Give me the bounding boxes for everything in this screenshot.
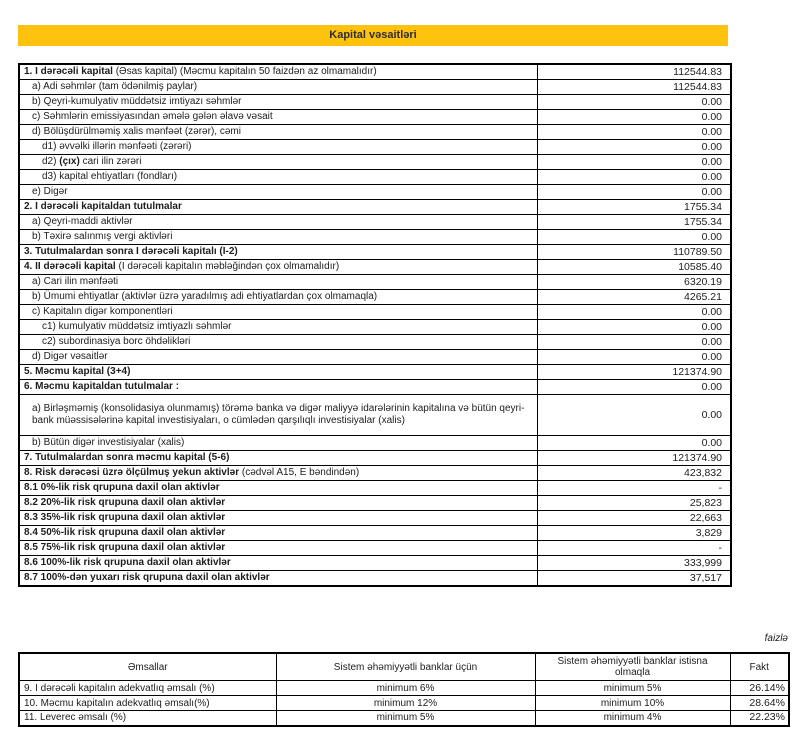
capital-row <box>19 395 731 436</box>
capital-row-value: 0.00 <box>537 185 731 200</box>
capital-row <box>19 466 731 481</box>
capital-row <box>19 245 731 260</box>
capital-label-segment: 8.6 100%-lik risk qrupuna daxil olan aktivlər <box>24 557 231 568</box>
capital-row-value: 0.00 <box>537 436 731 451</box>
capital-row-value: - <box>537 481 731 496</box>
capital-label-segment: c) Kapitalın digər komponentləri <box>32 306 173 317</box>
capital-label-segment: c2) subordinasiya borc öhdəlikləri <box>42 336 191 347</box>
capital-label-segment: b) Qeyri-kumulyativ müddətsiz imtiyazı səhmlər <box>32 96 242 107</box>
ratios-table <box>18 652 790 727</box>
capital-row-label <box>19 170 537 185</box>
capital-row <box>19 170 731 185</box>
capital-row-label <box>19 95 537 110</box>
capital-row-label <box>19 140 537 155</box>
ratios-header-cell: Əmsallar <box>19 653 276 681</box>
ratio-nonsys-banks-cell: minimum 5% <box>535 681 730 696</box>
ratio-label-cell: 9. I dərəcəli kapitalın adekvatlıq əmsalı (%) <box>19 681 276 696</box>
capital-row <box>19 556 731 571</box>
capital-row <box>19 541 731 556</box>
capital-row-value: 333,999 <box>537 556 731 571</box>
capital-label-segment: 8.2 20%-lik risk qrupuna daxil olan aktivlər <box>24 497 226 508</box>
capital-row <box>19 260 731 275</box>
capital-row-value: 0.00 <box>537 155 731 170</box>
capital-row-label <box>19 335 537 350</box>
capital-row-label <box>19 110 537 125</box>
capital-row-value: 112544.83 <box>537 80 731 95</box>
capital-row-value: 0.00 <box>537 395 731 436</box>
capital-row-label <box>19 275 537 290</box>
ratio-label-cell: 11. Leverec əmsalı (%) <box>19 711 276 726</box>
capital-row-label <box>19 245 537 260</box>
ratio-fact-cell: 22.23% <box>730 711 789 726</box>
capital-row-label <box>19 511 537 526</box>
ratios-row <box>19 696 789 711</box>
capital-row-value: 0.00 <box>537 335 731 350</box>
ratios-table-body <box>19 681 789 726</box>
capital-row <box>19 215 731 230</box>
capital-row <box>19 335 731 350</box>
capital-row-label <box>19 80 537 95</box>
ratio-nonsys-banks-cell: minimum 4% <box>535 711 730 726</box>
capital-row-label <box>19 571 537 587</box>
capital-label-segment: (Əsas kapital) (Məcmu kapitalın 50 faizdən az olmamalıdır) <box>112 66 377 77</box>
capital-row-value: 0.00 <box>537 170 731 185</box>
ratios-row <box>19 711 789 726</box>
capital-row-label <box>19 541 537 556</box>
capital-row-value: 37,517 <box>537 571 731 587</box>
capital-row <box>19 350 731 365</box>
capital-label-segment: a) Cari ilin mənfəəti <box>32 276 119 287</box>
capital-label-segment: 6. Məcmu kapitaldan tutulmalar : <box>24 381 180 392</box>
capital-row-value: 0.00 <box>537 125 731 140</box>
capital-label-segment: 8.3 35%-lik risk qrupuna daxil olan aktivlər <box>24 512 226 523</box>
capital-row <box>19 140 731 155</box>
ratios-header-cell: Fakt <box>730 653 789 681</box>
capital-row-value: 121374.90 <box>537 451 731 466</box>
capital-row-value: 0.00 <box>537 95 731 110</box>
capital-row-label <box>19 320 537 335</box>
capital-row-label <box>19 481 537 496</box>
capital-row <box>19 305 731 320</box>
capital-row-value: 1755.34 <box>537 215 731 230</box>
capital-row <box>19 185 731 200</box>
capital-row <box>19 526 731 541</box>
capital-row-label <box>19 260 537 275</box>
ratios-header-cell: Sistem əhəmiyyətli banklar üçün <box>276 653 535 681</box>
capital-row-label <box>19 230 537 245</box>
capital-row <box>19 365 731 380</box>
capital-row-value: 10585.40 <box>537 260 731 275</box>
capital-label-segment: b) Bütün digər investisiyalar (xalis) <box>32 437 185 448</box>
capital-row-value: 110789.50 <box>537 245 731 260</box>
capital-row-label <box>19 290 537 305</box>
capital-table-body <box>19 64 731 586</box>
capital-row <box>19 571 731 587</box>
capital-row-value: 6320.19 <box>537 275 731 290</box>
capital-row-label <box>19 305 537 320</box>
capital-label-segment: b) Təxirə salınmış vergi aktivləri <box>32 231 173 242</box>
capital-row-value: 0.00 <box>537 230 731 245</box>
capital-row <box>19 64 731 80</box>
capital-label-segment: 2. I dərəcəli kapitaldan tutulmalar <box>24 201 182 212</box>
capital-row-label <box>19 451 537 466</box>
capital-row-label <box>19 496 537 511</box>
capital-label-segment: 8. Risk dərəcəsi üzrə ölçülmuş yekun aktivlər <box>24 467 240 478</box>
capital-row-value: 0.00 <box>537 140 731 155</box>
capital-label-segment: 7. Tutulmalardan sonra məcmu kapital (5-6) <box>24 452 230 463</box>
capital-label-segment: 5. Məcmu kapital (3+4) <box>24 366 131 377</box>
capital-row-value: 22,663 <box>537 511 731 526</box>
capital-row-label <box>19 155 537 170</box>
capital-label-segment: d) Bölüşdürülməmiş xalis mənfəət (zərər), cəmi <box>32 126 241 137</box>
capital-label-segment: 8.4 50%-lik risk qrupuna daxil olan aktivlər <box>24 527 226 538</box>
capital-label-segment: 3. Tutulmalardan sonra I dərəcəli kapitalı (I-2) <box>24 246 238 257</box>
capital-row-label <box>19 556 537 571</box>
ratio-fact-cell: 26.14% <box>730 681 789 696</box>
capital-row-value: 0.00 <box>537 110 731 125</box>
capital-row-label <box>19 365 537 380</box>
capital-label-segment: 4. II dərəcəli kapital <box>24 261 116 272</box>
capital-label-segment: 8.5 75%-lik risk qrupuna daxil olan aktivlər <box>24 542 226 553</box>
capital-row-label <box>19 466 537 481</box>
capital-row <box>19 481 731 496</box>
ratio-sys-banks-cell: minimum 6% <box>276 681 535 696</box>
capital-table <box>18 63 732 587</box>
capital-label-segment: 8.1 0%-lik risk qrupuna daxil olan aktivlər <box>24 482 220 493</box>
capital-row-value: 0.00 <box>537 305 731 320</box>
capital-label-segment: cari ilin zərəri <box>79 156 142 167</box>
capital-row-label <box>19 185 537 200</box>
ratio-label-cell: 10. Məcmu kapitalın adekvatlıq əmsalı(%) <box>19 696 276 711</box>
capital-row-label <box>19 200 537 215</box>
capital-row-label <box>19 350 537 365</box>
ratio-sys-banks-cell: minimum 5% <box>276 711 535 726</box>
capital-label-segment: a) Adi səhmlər (tam ödənilmiş paylar) <box>32 81 198 92</box>
ratio-sys-banks-cell: minimum 12% <box>276 696 535 711</box>
capital-row <box>19 275 731 290</box>
capital-row <box>19 110 731 125</box>
capital-row <box>19 451 731 466</box>
capital-row <box>19 230 731 245</box>
capital-row-value: 0.00 <box>537 350 731 365</box>
capital-row <box>19 155 731 170</box>
ratio-nonsys-banks-cell: minimum 10% <box>535 696 730 711</box>
capital-row-value: 112544.83 <box>537 64 731 80</box>
capital-label-segment: (cədvəl A15, E bəndindən) <box>239 467 360 478</box>
capital-row <box>19 125 731 140</box>
capital-row-label <box>19 395 537 436</box>
capital-label-segment: d2) <box>42 156 60 167</box>
capital-row <box>19 290 731 305</box>
capital-row <box>19 95 731 110</box>
capital-label-segment: a) Qeyri-maddi aktivlər <box>32 216 133 227</box>
capital-row-label <box>19 64 537 80</box>
ratio-fact-cell: 28.64% <box>730 696 789 711</box>
capital-label-segment: b) Ümumi ehtiyatlar (aktivlər üzrə yaradılmış adi ehtiyatlardan çox olmamaqla) <box>32 291 378 302</box>
capital-label-segment: 1. I dərəcəli kapital <box>24 66 113 77</box>
capital-row <box>19 436 731 451</box>
capital-row-label <box>19 526 537 541</box>
capital-row-value: 3,829 <box>537 526 731 541</box>
capital-row-value: 121374.90 <box>537 365 731 380</box>
capital-label-segment: a) Birləşməmiş (konsolidasiya olunmamış) törəmə banka və digər maliyyə idarələrinin kapitalına və bütün qeyri-bank müəssisələrinə kapital investisiyaları, o cümlədən qarşılıqlı investisiyalar (xalis) <box>32 403 525 426</box>
capital-row <box>19 496 731 511</box>
capital-label-segment: c) Səhmlərin emissiyasından əmələ gələn əlavə vəsait <box>32 111 273 122</box>
capital-row-value: 1755.34 <box>537 200 731 215</box>
capital-row <box>19 80 731 95</box>
report-title-bar <box>18 25 728 46</box>
ratios-header-row <box>19 653 789 681</box>
capital-row-value: - <box>537 541 731 556</box>
capital-row-label <box>19 125 537 140</box>
unit-note: faizlə <box>764 633 788 644</box>
capital-row-label <box>19 380 537 395</box>
ratios-header-cell: Sistem əhəmiyyətli banklar istisna olmaqla <box>535 653 730 681</box>
capital-row-value: 0.00 <box>537 320 731 335</box>
capital-label-segment: d1) əvvəlki illərin mənfəəti (zərəri) <box>42 141 192 152</box>
capital-row-value: 423,832 <box>537 466 731 481</box>
capital-row-value: 0.00 <box>537 380 731 395</box>
capital-row <box>19 320 731 335</box>
report-title: Kapital vəsaitləri <box>329 29 417 41</box>
capital-label-segment: 8.7 100%-dən yuxarı risk qrupuna daxil olan aktivlər <box>24 572 270 583</box>
capital-row-label <box>19 215 537 230</box>
capital-row <box>19 380 731 395</box>
capital-label-segment: d3) kapital ehtiyatları (fondları) <box>42 171 178 182</box>
capital-row-label <box>19 436 537 451</box>
capital-label-segment: d) Digər vəsaitlər <box>32 351 108 362</box>
capital-row-value: 4265.21 <box>537 290 731 305</box>
capital-row-value: 25,823 <box>537 496 731 511</box>
capital-row <box>19 511 731 526</box>
capital-label-segment: (I dərəcəli kapitalın məbləğindən çox olmamalıdır) <box>115 261 340 272</box>
capital-label-segment: e) Digər <box>32 186 68 197</box>
ratios-row <box>19 681 789 696</box>
capital-label-segment: (çıx) <box>59 156 80 167</box>
capital-label-segment: c1) kumulyativ müddətsiz imtiyazlı səhmlər <box>42 321 232 332</box>
capital-row <box>19 200 731 215</box>
